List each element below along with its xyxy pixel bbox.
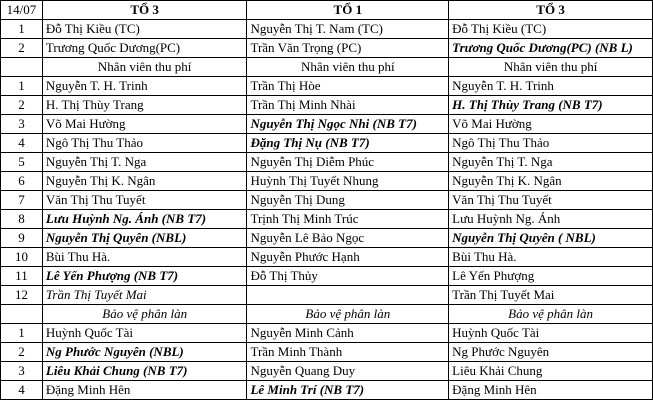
- name-cell-col3[interactable]: Nguyễn Thị Quyên ( NBL): [449, 229, 653, 248]
- name-cell-col2[interactable]: Trần Thị Hòe: [247, 77, 449, 96]
- name-cell-col2[interactable]: Nguyễn Thị T. Nam (TC): [247, 20, 449, 39]
- table-row: [1, 210, 653, 229]
- name-cell-col3[interactable]: Đặng Minh Hên: [449, 381, 653, 400]
- header-date[interactable]: 14/07: [1, 1, 43, 20]
- name-cell-col1[interactable]: Trần Thị Tuyết Mai: [42, 286, 247, 305]
- header-row: [1, 1, 653, 20]
- row-number-cell[interactable]: 8: [1, 210, 43, 229]
- table-row: [1, 343, 653, 362]
- name-cell-col3[interactable]: Lưu Huỳnh Ng. Ánh: [449, 210, 653, 229]
- row-number-cell[interactable]: 11: [1, 267, 43, 286]
- name-cell-col1[interactable]: Trương Quốc Dương(PC): [42, 39, 247, 58]
- table-row: [1, 381, 653, 400]
- table-row: [1, 77, 653, 96]
- table-row: [1, 172, 653, 191]
- table-row: [1, 96, 653, 115]
- name-cell-col1[interactable]: Võ Mai Hường: [42, 115, 247, 134]
- name-cell-col1[interactable]: Liêu Khải Chung (NB T7): [42, 362, 247, 381]
- name-cell-col3[interactable]: Đỗ Thị Kiều (TC): [449, 20, 653, 39]
- row-number-cell[interactable]: 7: [1, 191, 43, 210]
- name-cell-col2[interactable]: Nguyễn Quang Duy: [247, 362, 449, 381]
- name-cell-col1[interactable]: Bùi Thu Hà.: [42, 248, 247, 267]
- name-cell-col1[interactable]: Nguyễn Thị K. Ngân: [42, 172, 247, 191]
- table-row: [1, 286, 653, 305]
- row-number-cell[interactable]: 6: [1, 172, 43, 191]
- header-team-col1[interactable]: TỔ 3: [42, 1, 247, 20]
- row-number-cell[interactable]: 12: [1, 286, 43, 305]
- name-cell-col3[interactable]: Văn Thị Thu Tuyết: [449, 191, 653, 210]
- table-row: [1, 20, 653, 39]
- name-cell-col3[interactable]: Trương Quốc Dương(PC) (NB L): [449, 39, 653, 58]
- section-label-cell-3[interactable]: Nhân viên thu phí: [449, 58, 653, 77]
- row-number-cell[interactable]: [1, 305, 43, 324]
- name-cell-col3[interactable]: Nguyễn Thị K. Ngân: [449, 172, 653, 191]
- name-cell-col2[interactable]: Nguyễn Minh Cảnh: [247, 324, 449, 343]
- name-cell-col1[interactable]: Nguyễn Thị T. Nga: [42, 153, 247, 172]
- table-row: [1, 267, 653, 286]
- name-cell-col3[interactable]: Trần Thị Tuyết Mai: [449, 286, 653, 305]
- name-cell-col2[interactable]: Đặng Thị Nụ (NB T7): [247, 134, 449, 153]
- name-cell-col1[interactable]: Lưu Huỳnh Ng. Ánh (NB T7): [42, 210, 247, 229]
- name-cell-col2[interactable]: Trần Thị Minh Nhài: [247, 96, 449, 115]
- header-team-col2[interactable]: TỔ 1: [247, 1, 449, 20]
- table-row: [1, 39, 653, 58]
- section-label-cell-2[interactable]: Bảo vệ phân làn: [247, 305, 449, 324]
- row-number-cell[interactable]: 3: [1, 115, 43, 134]
- name-cell-col2[interactable]: Nguyễn Lê Bảo Ngọc: [247, 229, 449, 248]
- name-cell-col3[interactable]: Huỳnh Quốc Tài: [449, 324, 653, 343]
- row-number-cell[interactable]: [1, 58, 43, 77]
- section-row: [1, 305, 653, 324]
- name-cell-col2[interactable]: Nguyễn Thị Diễm Phúc: [247, 153, 449, 172]
- name-cell-col2[interactable]: Trần Văn Trọng (PC): [247, 39, 449, 58]
- table-row: [1, 324, 653, 343]
- table-row: [1, 115, 653, 134]
- name-cell-col2[interactable]: Nguyễn Thị Ngọc Nhi (NB T7): [247, 115, 449, 134]
- row-number-cell[interactable]: 2: [1, 39, 43, 58]
- name-cell-col3[interactable]: Ng Phước Nguyên: [449, 343, 653, 362]
- name-cell-col3[interactable]: Bùi Thu Hà.: [449, 248, 653, 267]
- name-cell-col3[interactable]: H. Thị Thùy Trang (NB T7): [449, 96, 653, 115]
- table-row: [1, 229, 653, 248]
- row-number-cell[interactable]: 1: [1, 20, 43, 39]
- name-cell-col3[interactable]: Võ Mai Hường: [449, 115, 653, 134]
- section-label-cell-2[interactable]: Nhân viên thu phí: [247, 58, 449, 77]
- name-cell-col3[interactable]: Lê Yến Phượng: [449, 267, 653, 286]
- table-row: [1, 191, 653, 210]
- row-number-cell[interactable]: 10: [1, 248, 43, 267]
- name-cell-col1[interactable]: Văn Thị Thu Tuyết: [42, 191, 247, 210]
- row-number-cell[interactable]: 1: [1, 324, 43, 343]
- name-cell-col2[interactable]: [247, 286, 449, 305]
- name-cell-col3[interactable]: Liêu Khải Chung: [449, 362, 653, 381]
- name-cell-col1[interactable]: Nguyễn Thị Quyên (NBL): [42, 229, 247, 248]
- row-number-cell[interactable]: 9: [1, 229, 43, 248]
- row-number-cell[interactable]: 3: [1, 362, 43, 381]
- name-cell-col3[interactable]: Nguyễn T. H. Trinh: [449, 77, 653, 96]
- name-cell-col3[interactable]: Nguyễn Thị T. Nga: [449, 153, 653, 172]
- section-label-cell-3[interactable]: Bảo vệ phân làn: [449, 305, 653, 324]
- name-cell-col1[interactable]: H. Thị Thùy Trang: [42, 96, 247, 115]
- row-number-cell[interactable]: 4: [1, 134, 43, 153]
- row-number-cell[interactable]: 2: [1, 343, 43, 362]
- name-cell-col2[interactable]: Nguyễn Thị Dung: [247, 191, 449, 210]
- row-number-cell[interactable]: 5: [1, 153, 43, 172]
- header-team-col3[interactable]: TỔ 3: [449, 1, 653, 20]
- name-cell-col2[interactable]: Nguyễn Phước Hạnh: [247, 248, 449, 267]
- name-cell-col2[interactable]: Đỗ Thị Thủy: [247, 267, 449, 286]
- section-row: [1, 58, 653, 77]
- name-cell-col2[interactable]: Lê Minh Trí (NB T7): [247, 381, 449, 400]
- name-cell-col1[interactable]: Đặng Minh Hên: [42, 381, 247, 400]
- row-number-cell[interactable]: 1: [1, 77, 43, 96]
- name-cell-col2[interactable]: Trịnh Thị Minh Trúc: [247, 210, 449, 229]
- name-cell-col1[interactable]: Ng Phước Nguyên (NBL): [42, 343, 247, 362]
- table-row: [1, 362, 653, 381]
- name-cell-col2[interactable]: Huỳnh Thị Tuyết Nhung: [247, 172, 449, 191]
- name-cell-col1[interactable]: Ngô Thị Thu Thảo: [42, 134, 247, 153]
- name-cell-col1[interactable]: Đỗ Thị Kiều (TC): [42, 20, 247, 39]
- section-label-cell-1[interactable]: Nhân viên thu phí: [42, 58, 247, 77]
- section-label-cell-1[interactable]: Bảo vệ phân làn: [42, 305, 247, 324]
- name-cell-col2[interactable]: Trần Minh Thành: [247, 343, 449, 362]
- table-row: [1, 248, 653, 267]
- row-number-cell[interactable]: 2: [1, 96, 43, 115]
- name-cell-col1[interactable]: Lê Yến Phượng (NB T7): [42, 267, 247, 286]
- table-row: [1, 153, 653, 172]
- name-cell-col3[interactable]: Ngô Thị Thu Thảo: [449, 134, 653, 153]
- table-row: [1, 134, 653, 153]
- row-number-cell[interactable]: 4: [1, 381, 43, 400]
- name-cell-col1[interactable]: Nguyễn T. H. Trinh: [42, 77, 247, 96]
- name-cell-col1[interactable]: Huỳnh Quốc Tài: [42, 324, 247, 343]
